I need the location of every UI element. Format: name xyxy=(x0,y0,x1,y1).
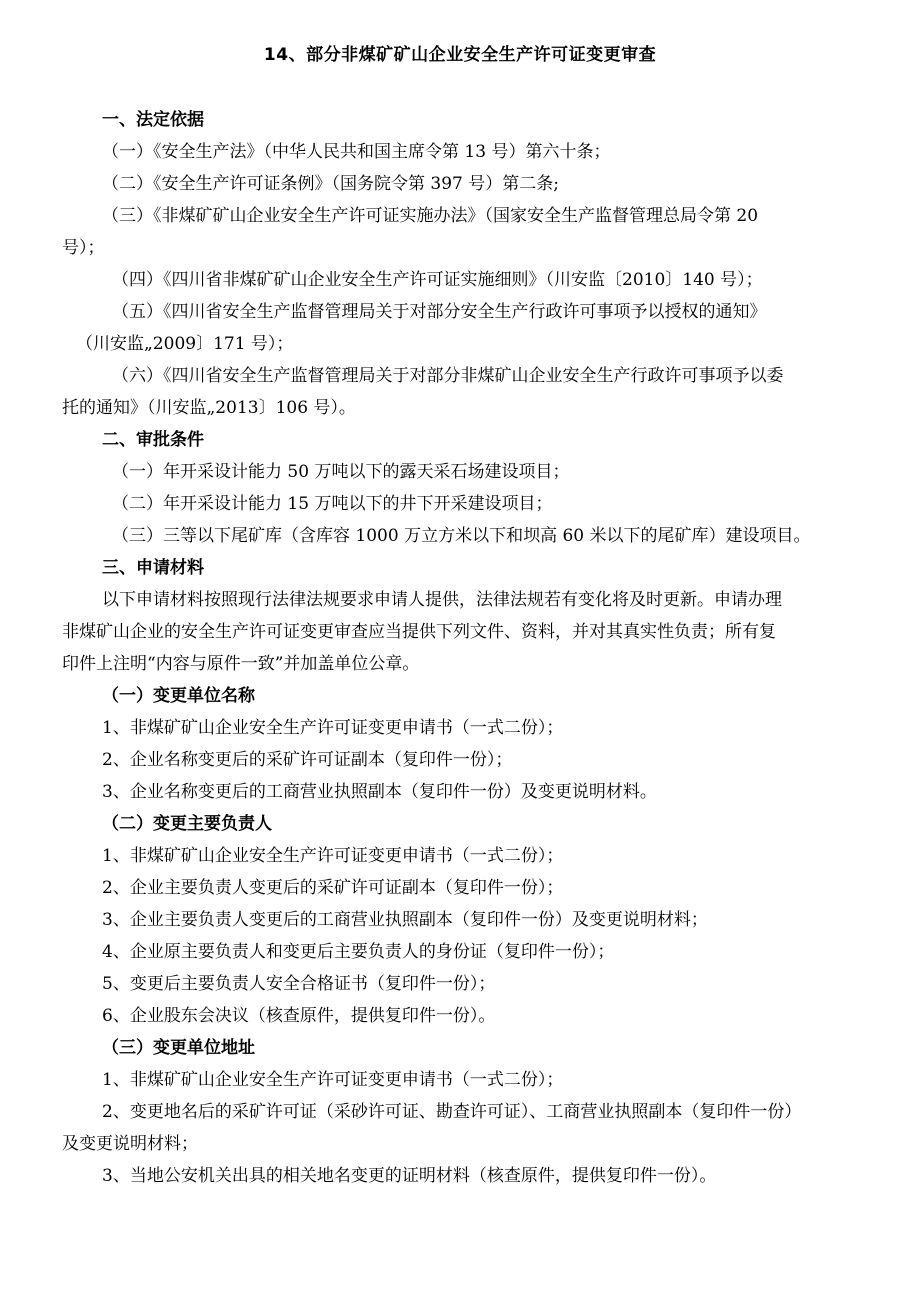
legal-basis-item-cont: 托的通知》（川安监„2013〕106 号）。 xyxy=(62,398,356,418)
document-body xyxy=(62,104,874,1192)
material-item: 1、非煤矿矿山企业安全生产许可证变更申请书（一式二份）； xyxy=(102,846,564,866)
material-item: 3、企业名称变更后的工商营业执照副本（复印件一份）及变更说明材料。 xyxy=(102,782,657,802)
legal-basis-item: （三）《非煤矿矿山企业安全生产许可证实施办法》（国家安全生产监督管理总局令第 20 xyxy=(102,206,759,226)
materials-intro-line: 以下申请材料按照现行法律法规要求申请人提供，法律法规若有变化将及时更新。申请办理 xyxy=(102,590,782,610)
material-item: 2、企业主要负责人变更后的采矿许可证副本（复印件一份）； xyxy=(102,878,564,898)
material-item: 4、企业原主要负责人和变更后主要负责人的身份证（复印件一份）； xyxy=(102,942,615,962)
material-item: 3、企业主要负责人变更后的工商营业执照副本（复印件一份）及变更说明材料； xyxy=(102,910,708,930)
condition-item: （一）年开采设计能力 50 万吨以下的露天采石场建设项目； xyxy=(112,462,570,482)
section-heading-conditions: 二、审批条件 xyxy=(102,430,204,450)
group-heading-address-change: （三）变更单位地址 xyxy=(102,1038,255,1058)
legal-basis-item: （六）《四川省安全生产监督管理局关于对部分非煤矿山企业安全生产行政许可事项予以委 xyxy=(112,366,784,386)
section-heading-materials: 三、申请材料 xyxy=(102,558,204,578)
legal-basis-item-cont: 号）； xyxy=(62,238,105,258)
material-item-cont: 及变更说明材料； xyxy=(62,1134,198,1154)
condition-item: （三）三等以下尾矿库（含库容 1000 万立方米以下和坝高 60 米以下的尾矿库）建设项目。 xyxy=(112,526,811,546)
material-item: 6、企业股东会决议（核查原件，提供复印件一份）。 xyxy=(102,1006,496,1026)
legal-basis-item: （五）《四川省安全生产监督管理局关于对部分安全生产行政许可事项予以授权的通知》 xyxy=(112,302,767,322)
legal-basis-item: （一）《安全生产法》（中华人民共和国主席令第 13 号）第六十条； xyxy=(102,142,611,162)
materials-intro-line: 印件上注明“内容与原件一致”并加盖单位公章。 xyxy=(62,654,420,674)
condition-item: （二）年开采设计能力 15 万吨以下的井下开采建设项目； xyxy=(112,494,553,514)
group-heading-principal-change: （二）变更主要负责人 xyxy=(102,814,272,834)
legal-basis-item: （二）《安全生产许可证条例》（国务院令第 397 号）第二条; xyxy=(102,174,559,194)
material-item: 3、当地公安机关出具的相关地名变更的证明材料（核查原件，提供复印件一份）。 xyxy=(102,1166,717,1186)
group-heading-name-change: （一）变更单位名称 xyxy=(102,686,255,706)
section-heading-legal-basis: 一、法定依据 xyxy=(102,110,204,130)
material-item: 5、变更后主要负责人安全合格证书（复印件一份）； xyxy=(102,974,496,994)
material-item: 2、变更地名后的采矿许可证（采砂许可证、勘查许可证）、工商营业执照副本（复印件一份） xyxy=(102,1102,802,1122)
material-item: 1、非煤矿矿山企业安全生产许可证变更申请书（一式二份）； xyxy=(102,1070,564,1090)
materials-intro-line: 非煤矿山企业的安全生产许可证变更审查应当提供下列文件、资料，并对其真实性负责；所有复 xyxy=(62,622,776,642)
legal-basis-item: （四）《四川省非煤矿矿山企业安全生产许可证实施细则》（川安监〔2010〕140 号）； xyxy=(112,270,763,290)
legal-basis-item-cont: （川安监„2009〕171 号）； xyxy=(76,334,294,354)
material-item: 2、企业名称变更后的采矿许可证副本（复印件一份）； xyxy=(102,750,513,770)
document-title: 14、部分非煤矿矿山企业安全生产许可证变更审查 xyxy=(263,45,657,65)
material-item: 1、非煤矿矿山企业安全生产许可证变更申请书（一式二份）； xyxy=(102,718,564,738)
